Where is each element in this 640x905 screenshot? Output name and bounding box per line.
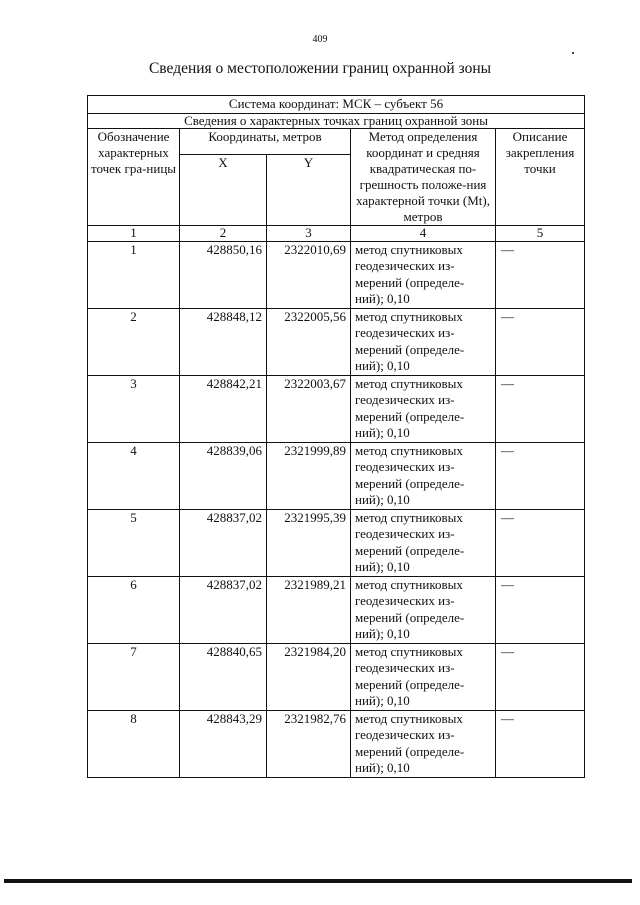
description-cell: — (496, 577, 585, 644)
point-number: 5 (88, 510, 180, 577)
method-cell: метод спутниковых геодезических из-мерений (определе-ний); 0,10 (351, 577, 496, 644)
x-header: X (180, 155, 267, 226)
description-cell: — (496, 510, 585, 577)
point-header: Обозначение характерных точек гра-ницы (88, 129, 180, 226)
column-number: 4 (351, 226, 496, 242)
column-number: 3 (267, 226, 351, 242)
description-cell: — (496, 644, 585, 711)
method-cell: метод спутниковых геодезических из-мерений (определе-ний); 0,10 (351, 376, 496, 443)
method-cell: метод спутниковых геодезических из-мерений (определе-ний); 0,10 (351, 510, 496, 577)
table-row (88, 443, 585, 510)
table-subheader-row (88, 114, 585, 129)
y-coordinate: 2322003,67 (267, 376, 351, 443)
table-row (88, 309, 585, 376)
point-number: 8 (88, 711, 180, 778)
y-coordinate: 2322005,56 (267, 309, 351, 376)
table-row (88, 376, 585, 443)
coordinates-header: Координаты, метров (180, 129, 351, 155)
description-cell: — (496, 242, 585, 309)
table-subtitle: Сведения о характерных точках границ охранной зоны (88, 114, 585, 129)
point-number: 6 (88, 577, 180, 644)
description-cell: — (496, 443, 585, 510)
x-coordinate: 428837,02 (180, 510, 267, 577)
page-number: 409 (312, 34, 328, 45)
y-coordinate: 2322010,69 (267, 242, 351, 309)
x-coordinate: 428848,12 (180, 309, 267, 376)
y-coordinate: 2321984,20 (267, 644, 351, 711)
x-coordinate: 428842,21 (180, 376, 267, 443)
point-number: 1 (88, 242, 180, 309)
point-number: 3 (88, 376, 180, 443)
x-coordinate: 428850,16 (180, 242, 267, 309)
method-cell: метод спутниковых геодезических из-мерений (определе-ний); 0,10 (351, 443, 496, 510)
column-header-row (88, 129, 585, 155)
description-header: Описание закрепления точки (496, 129, 585, 226)
x-coordinate: 428843,29 (180, 711, 267, 778)
y-coordinate: 2321989,21 (267, 577, 351, 644)
y-header: Y (267, 155, 351, 226)
bottom-scan-edge (4, 879, 632, 883)
method-cell: метод спутниковых геодезических из-мерений (определе-ний); 0,10 (351, 711, 496, 778)
y-coordinate: 2321995,39 (267, 510, 351, 577)
description-cell: — (496, 309, 585, 376)
description-cell: — (496, 711, 585, 778)
x-coordinate: 428839,06 (180, 443, 267, 510)
boundary-points-table (87, 95, 585, 778)
x-coordinate: 428840,65 (180, 644, 267, 711)
point-number: 4 (88, 443, 180, 510)
document-title: Сведения о местоположении границ охранной зоны (148, 60, 492, 77)
scan-speck (572, 52, 574, 54)
table-row (88, 711, 585, 778)
method-cell: метод спутниковых геодезических из-мерений (определе-ний); 0,10 (351, 309, 496, 376)
method-header: Метод определения координат и средняя квадратическая по-грешность положе-ния характерной точки (Mt), метров (351, 129, 496, 226)
method-cell: метод спутниковых геодезических из-мерений (определе-ний); 0,10 (351, 242, 496, 309)
column-number: 2 (180, 226, 267, 242)
column-number-row (88, 226, 585, 242)
point-number: 7 (88, 644, 180, 711)
table-header-row (88, 96, 585, 114)
y-coordinate: 2321982,76 (267, 711, 351, 778)
table-row (88, 510, 585, 577)
table-row (88, 644, 585, 711)
table-row (88, 577, 585, 644)
column-number: 1 (88, 226, 180, 242)
coordinate-system-title: Система координат: МСК – субъект 56 (88, 96, 585, 114)
column-number: 5 (496, 226, 585, 242)
point-number: 2 (88, 309, 180, 376)
table-row (88, 242, 585, 309)
method-cell: метод спутниковых геодезических из-мерений (определе-ний); 0,10 (351, 644, 496, 711)
x-coordinate: 428837,02 (180, 577, 267, 644)
y-coordinate: 2321999,89 (267, 443, 351, 510)
description-cell: — (496, 376, 585, 443)
